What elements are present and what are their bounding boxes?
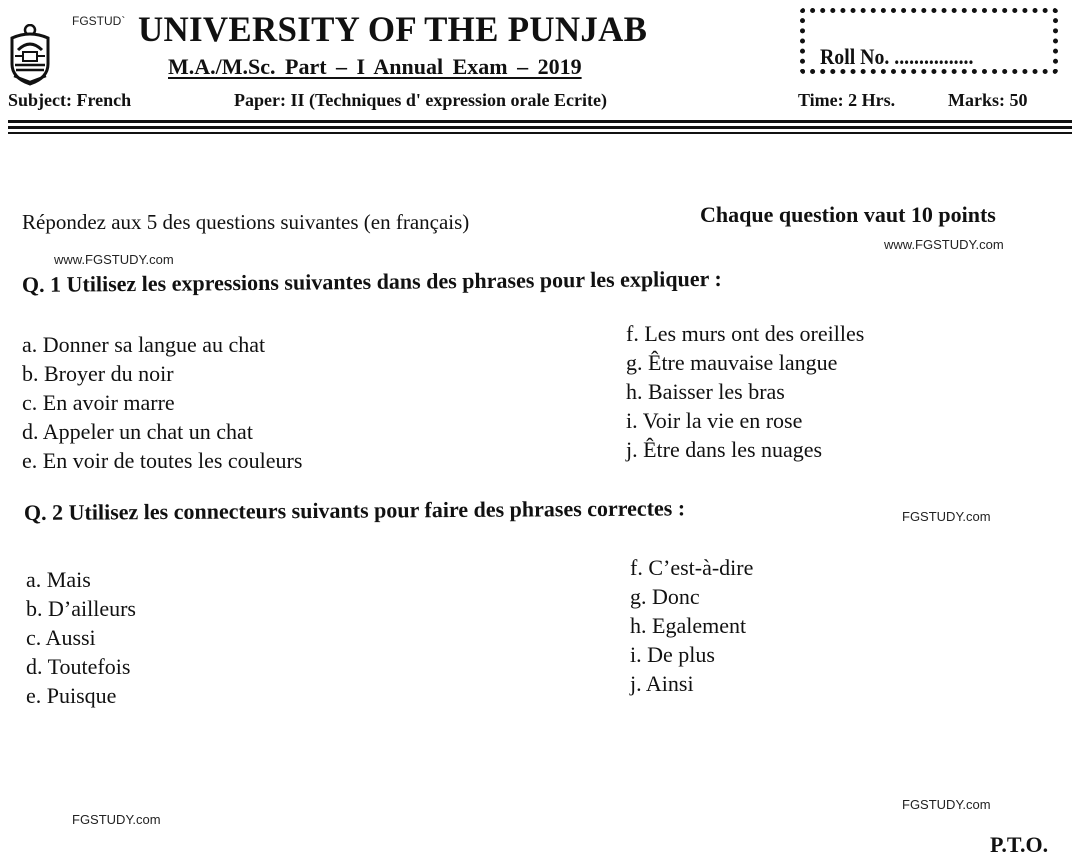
question-1-title: Q. 1 Utilisez les expressions suivantes dans des phrases pour les expliquer : xyxy=(21,265,722,297)
list-item: e. En voir de toutes les couleurs xyxy=(22,448,303,473)
question-2-title: Q. 2 Utilisez les connecteurs suivants pour faire des phrases correctes : xyxy=(23,495,686,525)
watermark: www.FGSTUDY.com xyxy=(884,237,1004,252)
list-item: c. En avoir marre xyxy=(22,390,175,415)
header-divider xyxy=(8,126,1072,129)
watermark: www.FGSTUDY.com xyxy=(54,252,174,267)
list-item: i. De plus xyxy=(630,642,715,667)
university-title: UNIVERSITY OF THE PUNJAB xyxy=(138,9,648,49)
list-item: f. C’est-à-dire xyxy=(630,555,754,580)
exam-line: M.A./M.Sc. Part – I Annual Exam – 2019 xyxy=(168,54,582,79)
header-divider xyxy=(8,132,1072,134)
instructions-text: Répondez aux 5 des questions suivantes (en français) xyxy=(22,210,470,234)
page-turn-note: P.T.O. xyxy=(990,832,1049,857)
watermark: FGSTUDY.com xyxy=(902,509,991,524)
question-2-right-list xyxy=(630,553,753,698)
roll-number-field[interactable]: Roll No. ................ xyxy=(820,44,974,69)
list-item: b. Broyer du noir xyxy=(22,361,174,386)
subject-label: Subject: French xyxy=(8,90,132,110)
question-1-left-list xyxy=(22,330,302,475)
header-divider xyxy=(8,120,1072,123)
list-item: a. Donner sa langue au chat xyxy=(22,332,266,357)
university-crest-icon xyxy=(6,24,54,86)
marks-label: Marks: 50 xyxy=(948,90,1028,110)
list-item: e. Puisque xyxy=(26,683,117,708)
watermark: FGSTUD` xyxy=(72,14,126,28)
list-item: c. Aussi xyxy=(26,625,96,650)
question-2-left-list xyxy=(26,565,136,710)
list-item: g. Donc xyxy=(630,584,700,609)
list-item: j. Être dans les nuages xyxy=(626,437,823,462)
list-item: h. Baisser les bras xyxy=(626,379,785,404)
list-item: g. Être mauvaise langue xyxy=(626,350,838,375)
watermark: FGSTUDY.com xyxy=(72,812,161,827)
list-item: h. Egalement xyxy=(630,613,747,638)
question-1-right-list xyxy=(626,319,864,464)
list-item: f. Les murs ont des oreilles xyxy=(626,321,865,346)
list-item: a. Mais xyxy=(26,567,91,592)
list-item: d. Appeler un chat un chat xyxy=(22,419,253,444)
paper-label: Paper: II (Techniques d' expression orale Ecrite) xyxy=(234,90,607,110)
list-item: j. Ainsi xyxy=(630,671,694,696)
watermark: FGSTUDY.com xyxy=(902,797,991,812)
list-item: b. D’ailleurs xyxy=(26,596,136,621)
time-label: Time: 2 Hrs. xyxy=(798,90,896,110)
list-item: i. Voir la vie en rose xyxy=(626,408,803,433)
list-item: d. Toutefois xyxy=(26,654,131,679)
points-note: Chaque question vaut 10 points xyxy=(700,202,996,227)
